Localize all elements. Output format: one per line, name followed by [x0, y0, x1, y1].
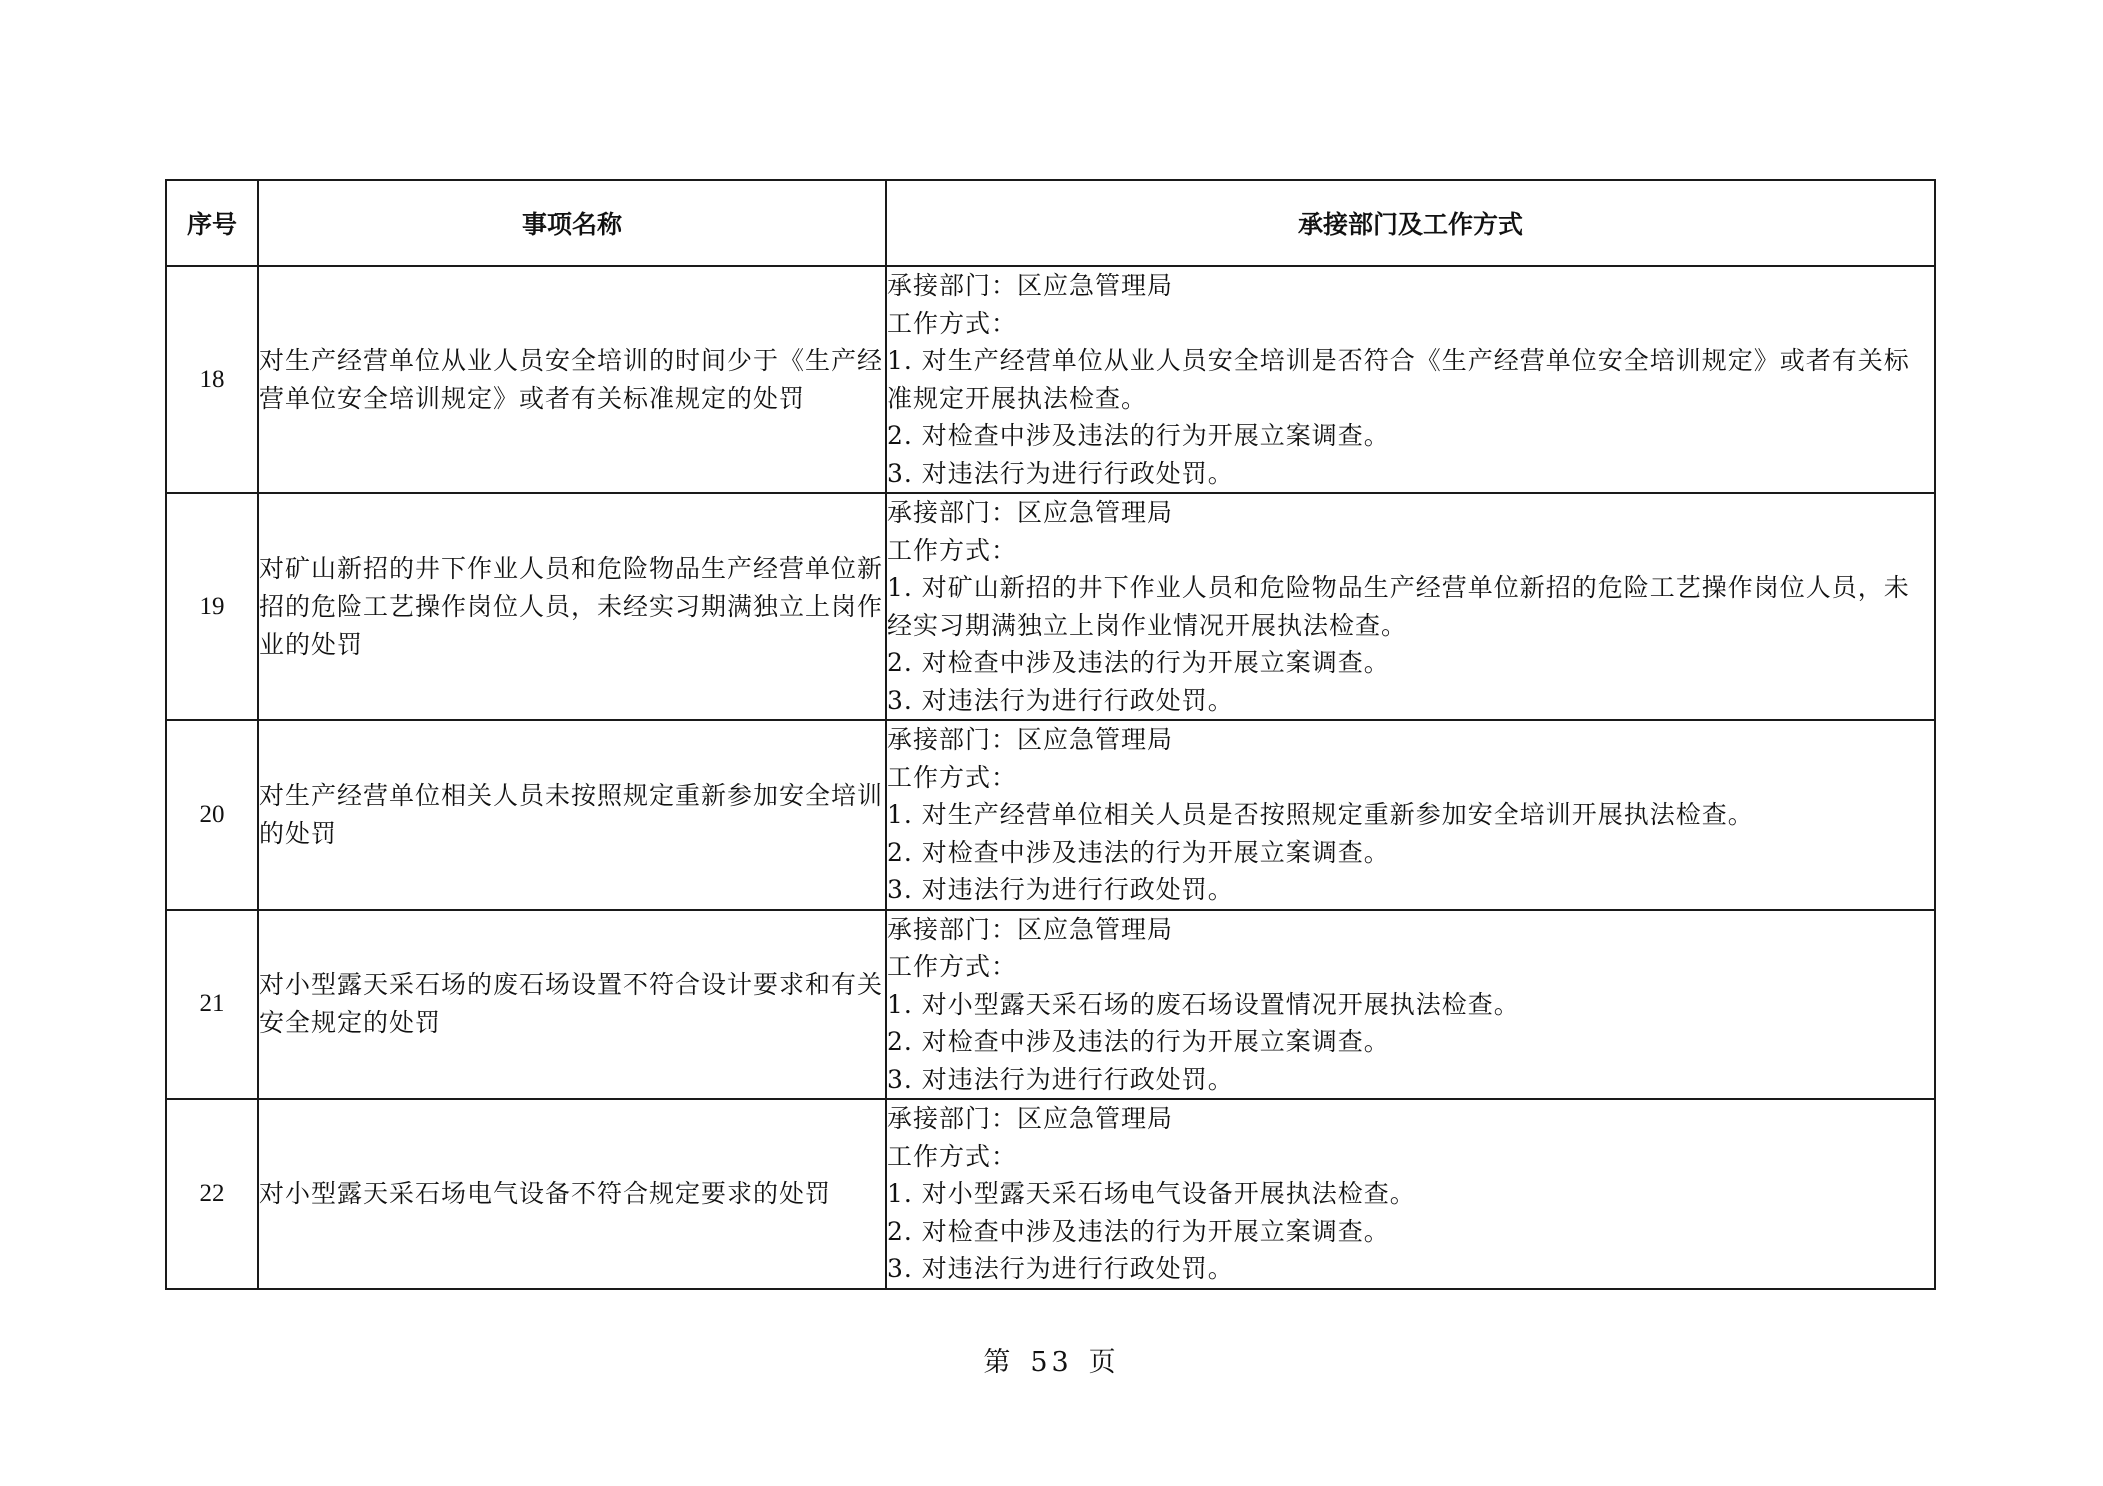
table-row	[166, 266, 1935, 493]
table-row	[166, 910, 1935, 1100]
row-matter-name: 对矿山新招的井下作业人员和危险物品生产经营单位新招的危险工艺操作岗位人员，未经实习期满独立上岗作业的处罚	[258, 493, 886, 720]
row-matter-name: 对生产经营单位从业人员安全培训的时间少于《生产经营单位安全培训规定》或者有关标准规定的处罚	[258, 266, 886, 493]
step-item: 1. 对小型露天采石场电气设备开展执法检查。	[887, 1179, 1416, 1208]
method-label: 工作方式：	[887, 1141, 1018, 1171]
row-dept-cell	[886, 910, 1935, 1100]
row-seq: 20	[166, 720, 258, 910]
step-item: 3. 对违法行为进行行政处罚。	[887, 875, 1234, 904]
dept-line: 承接部门：区应急管理局	[887, 498, 1174, 527]
step-item: 2. 对检查中涉及违法的行为开展立案调查。	[887, 648, 1390, 677]
step-item: 2. 对检查中涉及违法的行为开展立案调查。	[887, 1027, 1390, 1056]
dept-line: 承接部门：区应急管理局	[887, 914, 1174, 944]
table-row	[166, 1099, 1935, 1289]
header-name: 事项名称	[258, 180, 886, 266]
table-header-row	[166, 180, 1935, 266]
step-item: 3. 对违法行为进行行政处罚。	[887, 458, 1234, 488]
row-dept-cell	[886, 1099, 1935, 1289]
dept-line: 承接部门：区应急管理局	[887, 1104, 1174, 1133]
step-item: 3. 对违法行为进行行政处罚。	[887, 1254, 1234, 1283]
row-matter-name: 对生产经营单位相关人员未按照规定重新参加安全培训的处罚	[258, 720, 886, 910]
row-dept-cell	[886, 493, 1935, 720]
matters-table	[165, 179, 1936, 1290]
page-prefix: 第	[983, 1347, 1015, 1378]
step-item: 1. 对生产经营单位从业人员安全培训是否符合《生产经营单位安全培训规定》或者有关标准规定开展执法检查。	[887, 346, 1910, 413]
step-item: 2. 对检查中涉及违法的行为开展立案调查。	[887, 421, 1390, 450]
step-item: 3. 对违法行为进行行政处罚。	[887, 685, 1234, 715]
row-matter-name: 对小型露天采石场的废石场设置不符合设计要求和有关安全规定的处罚	[258, 910, 886, 1100]
row-seq: 19	[166, 493, 258, 720]
method-label: 工作方式：	[887, 535, 1018, 565]
dept-line: 承接部门：区应急管理局	[887, 271, 1174, 300]
step-item: 2. 对检查中涉及违法的行为开展立案调查。	[887, 837, 1390, 867]
table-row	[166, 720, 1935, 910]
step-item: 1. 对小型露天采石场的废石场设置情况开展执法检查。	[887, 989, 1520, 1019]
row-dept-cell	[886, 266, 1935, 493]
row-seq: 18	[166, 266, 258, 493]
step-item: 1. 对矿山新招的井下作业人员和危险物品生产经营单位新招的危险工艺操作岗位人员，未经实习期满独立上岗作业情况开展执法检查。	[887, 573, 1910, 640]
row-dept-cell	[886, 720, 1935, 910]
page-suffix: 页	[1088, 1347, 1120, 1378]
row-matter-name: 对小型露天采石场电气设备不符合规定要求的处罚	[258, 1099, 886, 1289]
row-seq: 21	[166, 910, 258, 1100]
step-item: 1. 对生产经营单位相关人员是否按照规定重新参加安全培训开展执法检查。	[887, 800, 1754, 829]
header-seq: 序号	[166, 180, 258, 266]
step-item: 2. 对检查中涉及违法的行为开展立案调查。	[887, 1216, 1390, 1246]
dept-line: 承接部门：区应急管理局	[887, 725, 1174, 754]
method-label: 工作方式：	[887, 308, 1018, 338]
page-number: 53	[1030, 1347, 1073, 1378]
step-item: 3. 对违法行为进行行政处罚。	[887, 1064, 1234, 1094]
page-footer	[0, 1340, 2103, 1379]
table-row	[166, 493, 1935, 720]
method-label: 工作方式：	[887, 762, 1018, 792]
header-dept: 承接部门及工作方式	[886, 180, 1935, 266]
row-seq: 22	[166, 1099, 258, 1289]
method-label: 工作方式：	[887, 952, 1018, 981]
